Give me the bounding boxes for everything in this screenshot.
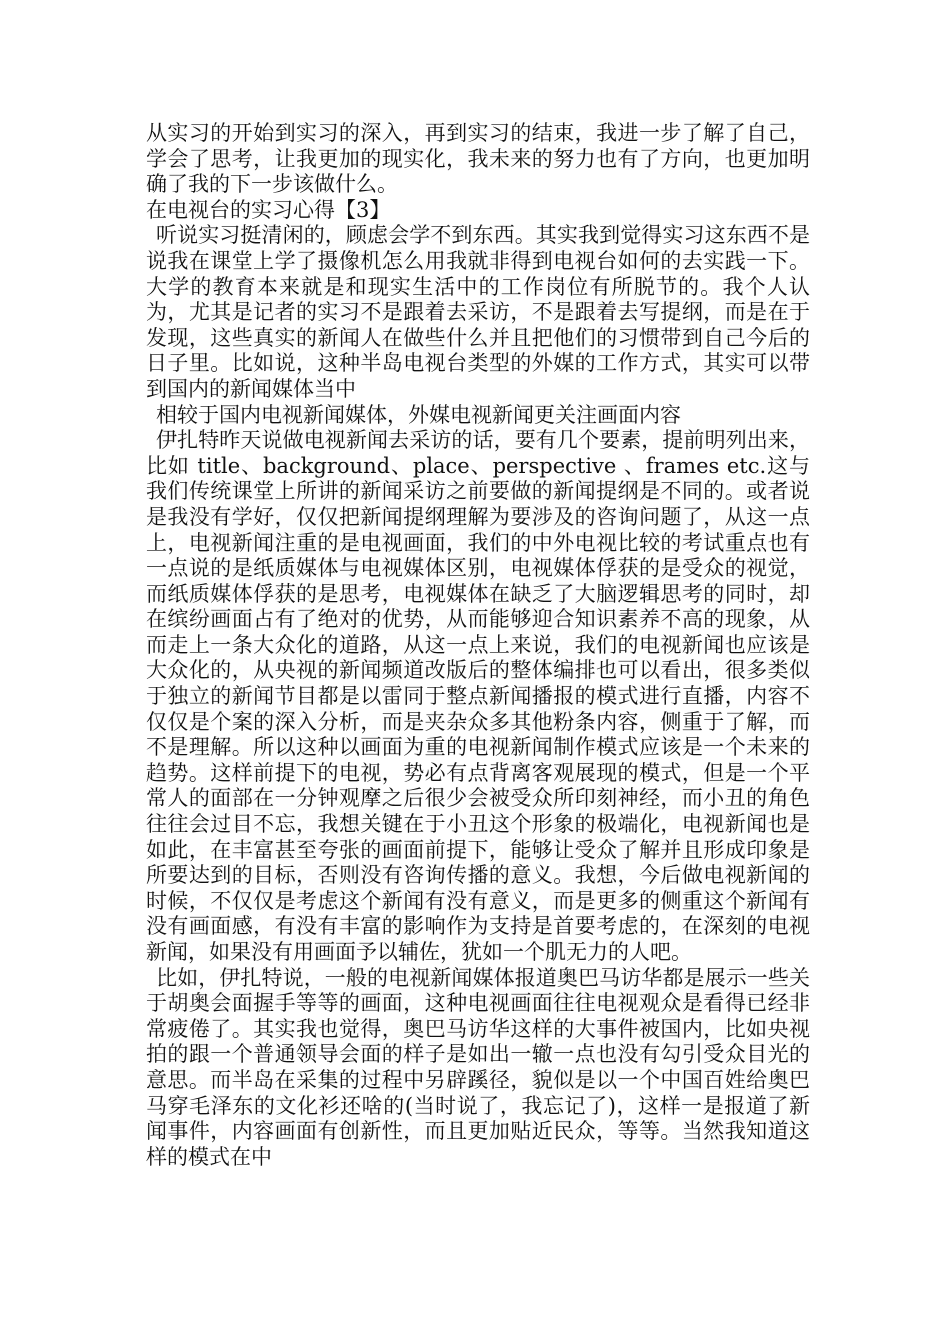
paragraph-intro: 从实习的开始到实习的深入，再到实习的结束，我进一步了解了自己，学会了思考，让我更加的现实化，我未来的努力也有了方向，也更加明确了我的下一步该做什么。 [146, 121, 810, 197]
paragraph-example: 比如，伊扎特说，一般的电视新闻媒体报道奥巴马访华都是展示一些关于胡奥会面握手等等的画面，这种电视画面往往电视观众是看得已经非常疲倦了。其实我也觉得，奥巴马访华这样的大事件被国内，比如央视拍的跟一个普通领导会面的样子是如出一辙一点也没有勾引受众目光的意思。而半岛在采集的过程中另辟蹊径，貌似是以一个中国百姓给奥巴马穿毛泽东的文化衫还啥的(当时说了，我忘记了)，这样一是报道了新闻事件，内容画面有创新性，而且更加贴近民众，等等。当然我知道这样的模式在中 [146, 965, 810, 1169]
paragraph-internship: 听说实习挺清闲的，顾虑会学不到东西。其实我到觉得实习这东西不是说我在课堂上学了摄像机怎么用我就非得到电视台如何的去实践一下。大学的教育本来就是和现实生活中的工作岗位有所脱节的。我个人认为，尤其是记者的实习不是跟着去采访，不是跟着去写提纲，而是在于发现，这些真实的新闻人在做些什么并且把他们的习惯带到自己今后的日子里。比如说，这种半岛电视台类型的外媒的工作方式，其实可以带到国内的新闻媒体当中 [146, 223, 810, 401]
document-body [146, 121, 810, 1170]
paragraph-elements: 伊扎特昨天说做电视新闻去采访的话，要有几个要素，提前明列出来，比如 title、background、place、perspective 、frames etc.这与我们传统课堂上所讲的新闻采访之前要做的新闻提纲是不同的。或者说是我没有学好，仅仅把新闻提纲理解为要涉及的咨询问题了，从这一点上，电视新闻注重的是电视画面，我们的中外电视比较的考试重点也有一点说的是纸质媒体与电视媒体区别，电视媒体俘获的是受众的视觉，而纸质媒体俘获的是思考，电视媒体在缺乏了大脑逻辑思考的同时，却在缤纷画面占有了绝对的优势，从而能够迎合知识素养不高的现象，从而走上一条大众化的道路，从这一点上来说，我们的电视新闻也应该是大众化的，从央视的新闻频道改版后的整体编排也可以看出，很多类似于独立的新闻节目都是以雷同于整点新闻播报的模式进行直播，内容不仅仅是个案的深入分析，而是夹杂众多其他粉条内容，侧重于了解，而不是理解。所以这种以画面为重的电视新闻制作模式应该是一个未来的趋势。这样前提下的电视，势必有点背离客观展现的模式，但是一个平常人的面部在一分钟观摩之后很少会被受众所印刻神经，而小丑的角色往往会过目不忘，我想关键在于小丑这个形象的极端化，电视新闻也是如此，在丰富甚至夸张的画面前提下，能够让受众了解并且形成印象是所要达到的目标，否则没有咨询传播的意义。我想，今后做电视新闻的时候，不仅仅是考虑这个新闻有没有意义，而是更多的侧重这个新闻有没有画面感，有没有丰富的影响作为支持是首要考虑的，在深刻的电视新闻，如果没有用画面予以辅佐，犹如一个肌无力的人吧。 [146, 428, 810, 964]
section-heading: 在电视台的实习心得【3】 [146, 197, 391, 222]
paragraph-subheading: 相较于国内电视新闻媒体，外媒电视新闻更关注画面内容 [156, 402, 681, 427]
